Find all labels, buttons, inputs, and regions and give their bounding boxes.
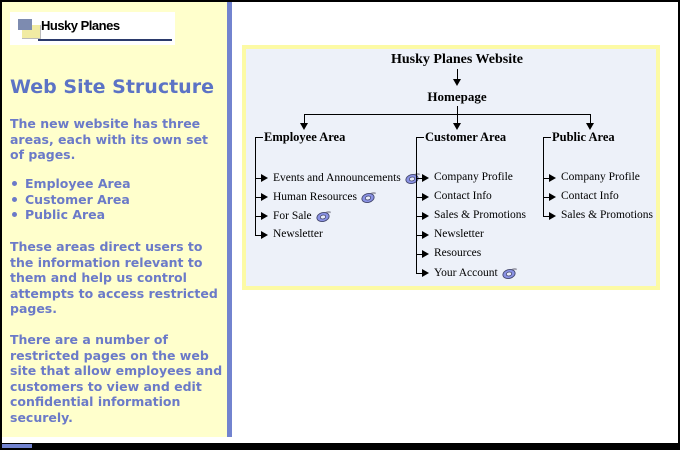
area-label-customer: Customer Area — [425, 130, 507, 144]
restricted-paragraph: There are a number of restricted pages on the web site that allow employees and customers to view and edit confidential information securely. — [10, 332, 223, 425]
access-paragraph: These areas direct users to the information relevant to them and help us control attempts to access restricted pages. — [10, 239, 218, 316]
list-item-label: Employee Area — [25, 176, 131, 192]
sidebar — [2, 2, 232, 437]
tree-item — [434, 247, 481, 259]
logo — [10, 12, 175, 45]
tree-item — [273, 209, 332, 222]
tree-item-label: Your Account — [434, 267, 498, 279]
list-item-label: Public Area — [25, 207, 106, 223]
tree-item — [561, 171, 640, 183]
tree-item-label: Contact Info — [561, 190, 619, 202]
arrow-down-icon — [586, 123, 594, 130]
arrow-right-icon — [422, 212, 429, 220]
tree-item — [434, 266, 518, 279]
list-item — [10, 207, 226, 223]
elbow-line — [416, 137, 424, 138]
list-item-label: Customer Area — [25, 191, 130, 207]
arrow-right-icon — [422, 231, 429, 239]
arrow-right-icon — [422, 250, 429, 258]
arrow-right-icon — [549, 193, 556, 201]
site-structure-diagram — [242, 45, 660, 290]
tree-item-label: Newsletter — [434, 228, 484, 240]
tree-item — [561, 209, 653, 221]
tree-item — [561, 190, 619, 202]
bullet-icon — [12, 212, 17, 217]
lock-icon — [361, 190, 377, 203]
tree-item-label: Sales & Promotions — [561, 209, 654, 221]
arrow-right-icon — [549, 174, 556, 182]
arrow-right-icon — [261, 231, 268, 239]
area-bullet-list — [10, 176, 226, 223]
area-label-employee: Employee Area — [264, 130, 346, 144]
arrow-down-icon — [300, 123, 308, 130]
branch-line — [304, 114, 590, 115]
arrow-right-icon — [422, 269, 429, 277]
tree-item-label: Sales & Promotions — [434, 209, 527, 221]
tree-item — [434, 171, 513, 183]
tree-item — [434, 190, 492, 202]
elbow-line — [543, 137, 551, 138]
arrow-right-icon — [261, 174, 268, 182]
corner-accent — [2, 444, 32, 448]
arrow-right-icon — [261, 193, 268, 201]
tree-item — [273, 171, 421, 184]
tree-item-label: Contact Info — [434, 190, 492, 202]
tree-item — [434, 228, 484, 240]
arrow-right-icon — [549, 212, 556, 220]
bullet-icon — [12, 181, 17, 186]
spine-line — [543, 137, 544, 217]
logo-text: Husky Planes — [41, 18, 120, 33]
intro-paragraph: The new website has three areas, each with its own set of pages. — [10, 116, 209, 162]
arrow-right-icon — [422, 193, 429, 201]
tree-item-label: For Sale — [273, 210, 312, 222]
arrow-down-icon — [453, 123, 461, 130]
arrow-right-icon — [422, 174, 429, 182]
list-item — [10, 176, 226, 192]
list-item — [10, 192, 226, 208]
tree-item-label: Events and Announcements — [273, 172, 401, 184]
page-title: Web Site Structure — [10, 76, 214, 98]
homepage-node: Homepage — [427, 89, 487, 104]
tree-item-label: Resources — [434, 247, 482, 259]
lock-icon — [316, 209, 332, 222]
area-label-public: Public Area — [552, 130, 615, 144]
bottom-border — [2, 443, 678, 448]
logo-blue-square-icon — [18, 19, 32, 30]
tree-item — [434, 209, 526, 221]
bullet-icon — [12, 197, 17, 202]
tree-item-label: Human Resources — [273, 191, 357, 203]
lock-icon — [502, 266, 518, 279]
elbow-line — [255, 137, 263, 138]
tree-item-label: Newsletter — [273, 228, 323, 240]
arrow-right-icon — [261, 212, 268, 220]
tree-item-label: Company Profile — [561, 171, 640, 183]
tree-item — [273, 228, 323, 240]
tree-item-label: Company Profile — [434, 171, 513, 183]
diagram-title: Husky Planes Website — [391, 52, 523, 67]
tree-item — [273, 190, 377, 203]
arrow-down-icon — [453, 79, 461, 86]
spine-line — [255, 137, 256, 236]
logo-underline — [38, 39, 172, 41]
